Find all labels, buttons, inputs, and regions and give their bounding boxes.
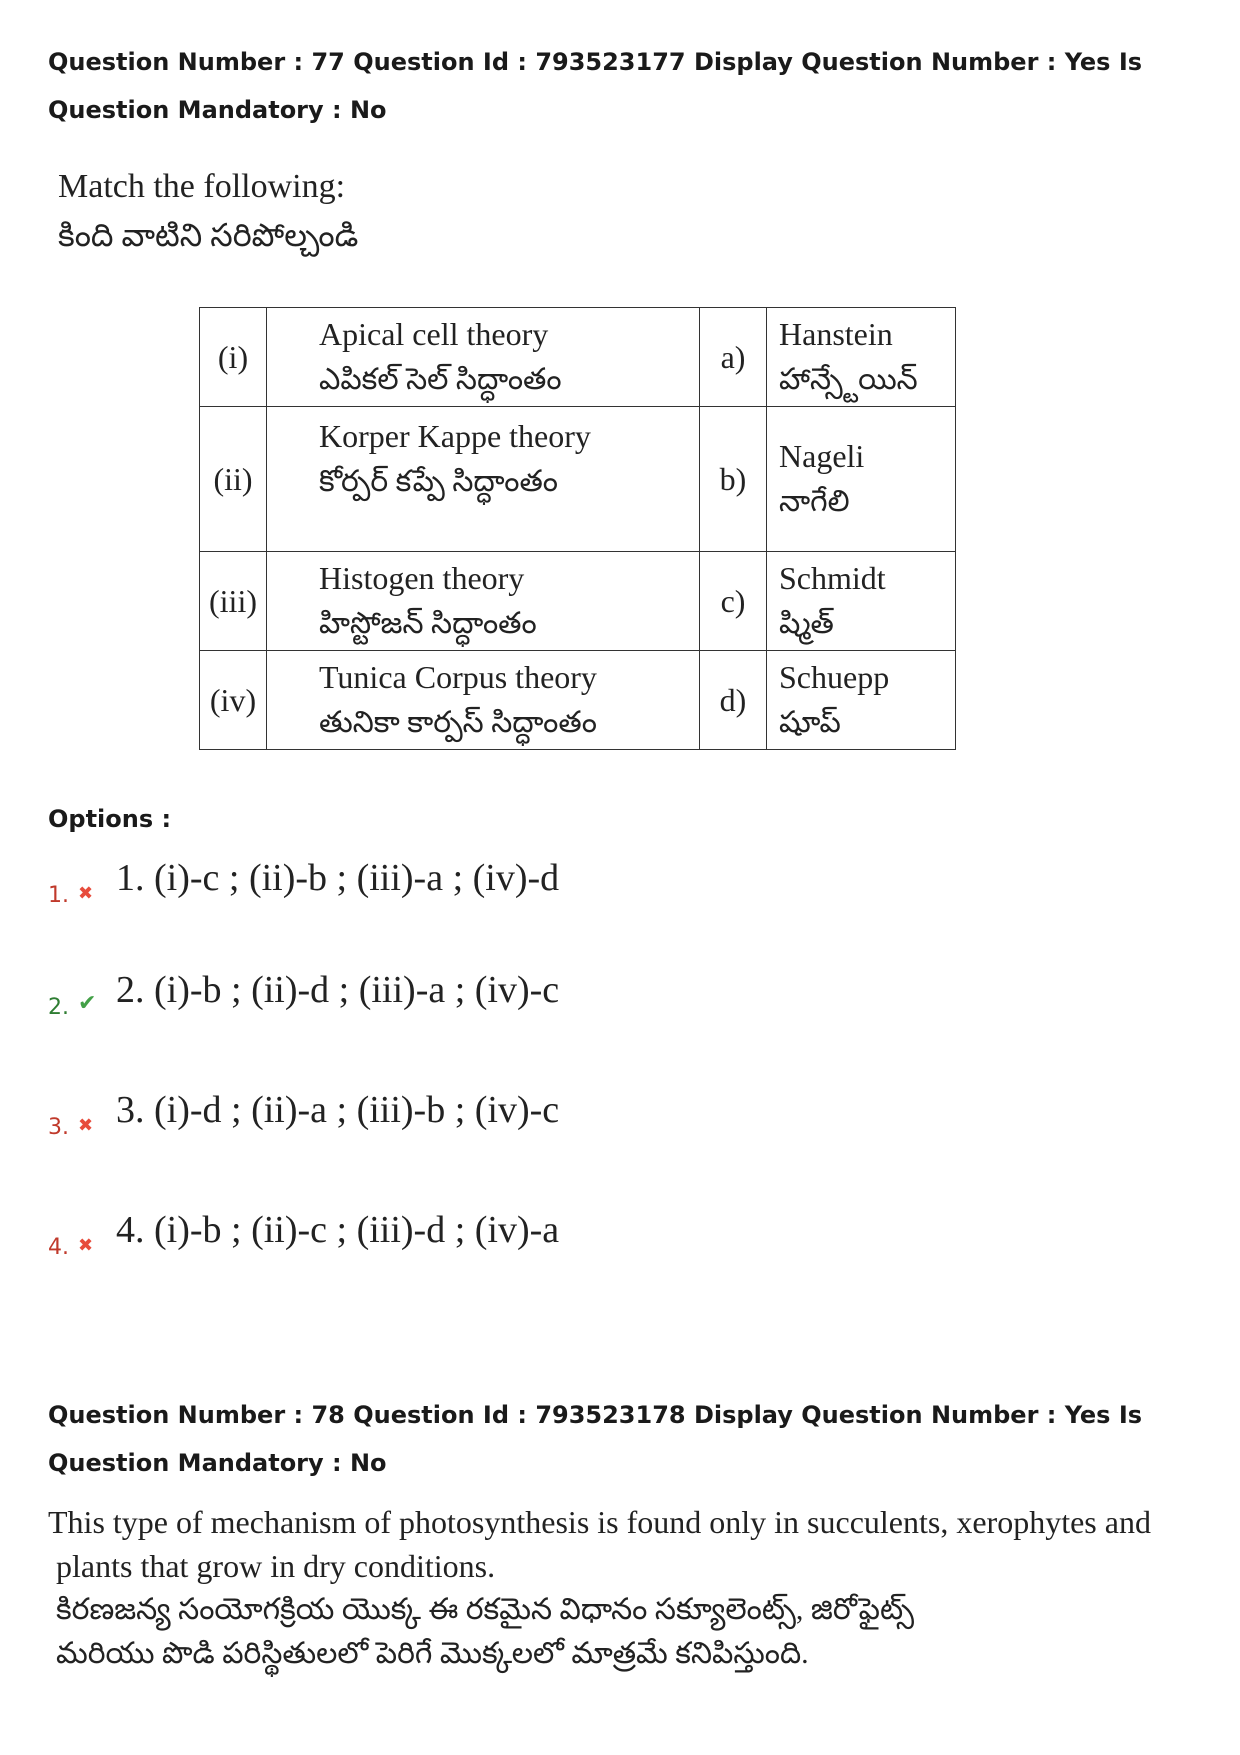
option-2[interactable] [48,960,948,1020]
scientist-telugu: షూప్ [779,706,841,739]
theory-english: Histogen theory [319,560,525,596]
row-number: (ii) [200,407,267,552]
table-row [200,651,956,750]
option-text: 2. (i)-b ; (ii)-d ; (iii)-a ; (iv)-c [116,969,560,1011]
options-label: Options : [48,805,172,833]
question-77-instruction [58,163,358,259]
row-letter: c) [700,552,767,651]
question-78-text [48,1500,1151,1676]
scientist-english: Nageli [779,438,865,474]
scientist-english: Schuepp [779,659,890,695]
theory-cell [267,552,700,651]
option-text: 1. (i)-c ; (ii)-b ; (iii)-a ; (iv)-d [116,857,560,899]
row-number: (iii) [200,552,267,651]
cross-icon: ✖ [78,1235,94,1256]
cross-icon: ✖ [78,883,94,904]
option-4[interactable] [48,1200,948,1260]
question-78-header: Question Number : 78 Question Id : 793523178 Display Question Number : Yes Is Question Mandatory : No [48,1401,1143,1477]
theory-telugu: హిస్టోజన్ సిద్ధాంతం [319,607,537,640]
row-number: (i) [200,308,267,407]
option-number: 2. [48,995,69,1020]
row-letter: b) [700,407,767,552]
table-row [200,308,956,407]
check-icon: ✔ [78,991,97,1016]
row-number: (iv) [200,651,267,750]
instruction-telugu: కింది వాటిని సరిపోల్చండి [58,217,359,253]
theory-english: Tunica Corpus theory [319,659,597,695]
question-line-telugu-2: మరియు పొడి పరిస్థితులలో పెరిగే మొక్కలలో మాత్రమే కనిపిస్తుంది. [56,1637,809,1670]
table-row [200,552,956,651]
theory-telugu: కోర్పర్ కప్పే సిద్ధాంతం [319,465,559,498]
match-table [199,307,956,750]
instruction-english: Match the following: [58,168,346,205]
row-letter: a) [700,308,767,407]
cross-icon: ✖ [78,1115,94,1136]
option-text: 3. (i)-d ; (ii)-a ; (iii)-b ; (iv)-c [116,1089,560,1131]
theory-telugu: తునికా కార్పస్ సిద్ధాంతం [319,706,597,739]
theory-english: Korper Kappe theory [319,418,591,454]
question-77-header: Question Number : 77 Question Id : 793523177 Display Question Number : Yes Is Question Mandatory : No [48,48,1143,124]
row-letter: d) [700,651,767,750]
scientist-telugu: ష్మిత్ [779,607,834,640]
scientist-cell [767,407,956,552]
scientist-cell [767,651,956,750]
option-number: 4. [48,1235,69,1260]
option-number: 1. [48,883,69,908]
theory-cell [267,308,700,407]
option-number: 3. [48,1115,69,1140]
option-1[interactable] [48,848,948,908]
theory-english: Apical cell theory [319,316,549,352]
scientist-cell [767,308,956,407]
option-text: 4. (i)-b ; (ii)-c ; (iii)-d ; (iv)-a [116,1209,560,1251]
question-line-telugu-1: కిరణజన్య సంయోగక్రియ యొక్క ఈ రకమైన విధానం సక్యూలెంట్స్, జిరోఫైట్స్ [56,1593,915,1626]
question-line-english-1: This type of mechanism of photosynthesis is found only in succulents, xerophytes and [48,1504,1151,1540]
scientist-telugu: నాగేలి [779,485,850,518]
theory-telugu: ఎపికల్ సెల్ సిద్ధాంతం [319,363,562,396]
theory-cell [267,651,700,750]
table-row [200,407,956,552]
option-3[interactable] [48,1080,948,1140]
question-line-english-2: plants that grow in dry conditions. [56,1548,496,1584]
scientist-cell [767,552,956,651]
scientist-telugu: హాన్స్టేయిన్ [779,363,918,396]
scientist-english: Hanstein [779,316,893,352]
scientist-english: Schmidt [779,560,886,596]
theory-cell [267,407,700,552]
